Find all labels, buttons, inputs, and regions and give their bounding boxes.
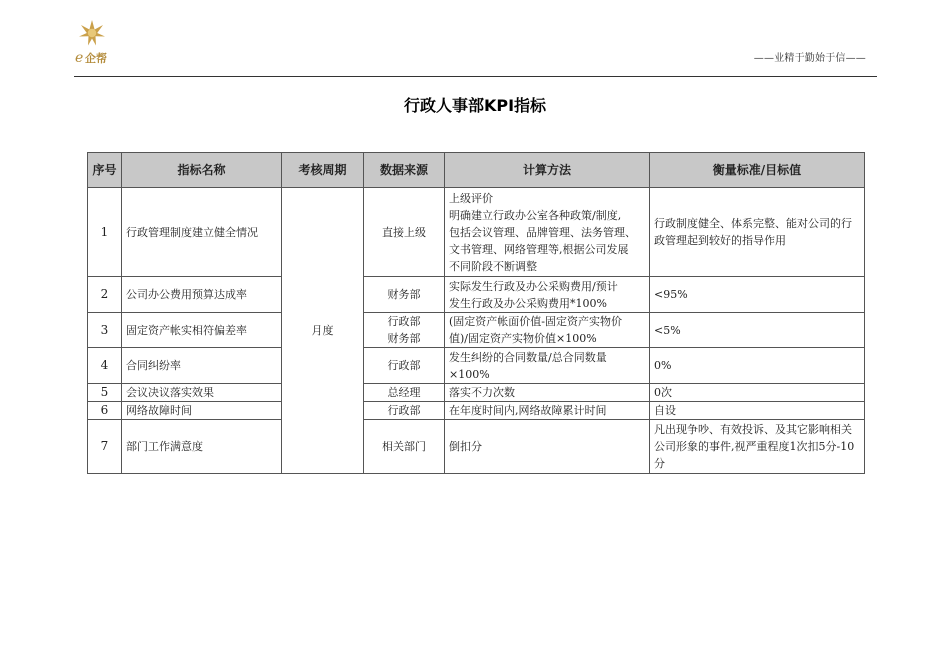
calc-line: 值)/固定资产实物价值×100% bbox=[449, 332, 597, 345]
data-source: 直接上级 bbox=[364, 188, 445, 277]
calc-line: 实际发生行政及办公采购费用/预计 bbox=[449, 279, 618, 293]
target-standard: 0次 bbox=[650, 384, 865, 402]
calc-method bbox=[445, 402, 650, 420]
table-row bbox=[88, 420, 865, 474]
header-name: 指标名称 bbox=[122, 153, 282, 188]
row-number: 2 bbox=[88, 277, 122, 313]
document-title: 行政人事部KPI指标 bbox=[403, 96, 547, 115]
period-cell: 月度 bbox=[282, 188, 364, 474]
header-divider bbox=[74, 76, 877, 77]
calc-method bbox=[445, 188, 650, 277]
row-number: 3 bbox=[88, 313, 122, 348]
kpi-name: 部门工作满意度 bbox=[122, 420, 282, 474]
kpi-name: 合同纠纷率 bbox=[122, 348, 282, 384]
svg-text:e: e bbox=[75, 50, 84, 66]
source-line: 行政部 bbox=[387, 315, 421, 328]
table-row bbox=[88, 188, 865, 277]
data-source: 总经理 bbox=[364, 384, 445, 402]
kpi-name: 网络故障时间 bbox=[122, 402, 282, 420]
company-motto: ——业精于勤始于信—— bbox=[753, 53, 866, 64]
target-standard: <95% bbox=[650, 277, 865, 313]
company-logo bbox=[74, 18, 124, 66]
data-source: 行政部 bbox=[364, 348, 445, 384]
kpi-name: 行政管理制度建立健全情况 bbox=[122, 188, 282, 277]
table-row bbox=[88, 348, 865, 384]
row-number: 7 bbox=[88, 420, 122, 474]
calc-method bbox=[445, 277, 650, 313]
calc-line: 发生行政及办公采购费用*100% bbox=[449, 296, 607, 310]
calc-line: (固定资产帐面价值-固定资产实物价 bbox=[449, 315, 623, 328]
calc-line: 倒扣分 bbox=[449, 440, 482, 453]
calc-method bbox=[445, 348, 650, 384]
table-row bbox=[88, 384, 865, 402]
target-standard: 0% bbox=[650, 348, 865, 384]
header-method: 计算方法 bbox=[445, 153, 650, 188]
calc-line: 明确建立行政办公室各种政策/制度, bbox=[449, 208, 622, 222]
data-source: 行政部 bbox=[364, 402, 445, 420]
row-number: 4 bbox=[88, 348, 122, 384]
calc-line: 落实不力次数 bbox=[449, 386, 515, 399]
calc-line: ×100% bbox=[449, 367, 490, 381]
data-source bbox=[364, 313, 445, 348]
row-number: 1 bbox=[88, 188, 122, 277]
calc-line: 文书管理、网络管理等,根据公司发展 bbox=[449, 242, 629, 256]
source-line: 财务部 bbox=[387, 332, 421, 345]
calc-line: 包括会议管理、品牌管理、法务管理、 bbox=[449, 225, 636, 239]
kpi-name: 会议决议落实效果 bbox=[122, 384, 282, 402]
calc-method bbox=[445, 313, 650, 348]
calc-method bbox=[445, 420, 650, 474]
calc-method bbox=[445, 384, 650, 402]
calc-line: 上级评价 bbox=[449, 191, 493, 205]
kpi-table bbox=[87, 152, 865, 474]
target-standard: 自设 bbox=[650, 402, 865, 420]
target-standard: <5% bbox=[650, 313, 865, 348]
header-source: 数据来源 bbox=[364, 153, 445, 188]
target-standard: 行政制度健全、体系完整、能对公司的行政管理起到较好的指导作用 bbox=[650, 188, 865, 277]
table-row bbox=[88, 277, 865, 313]
row-number: 5 bbox=[88, 384, 122, 402]
calc-line: 发生纠纷的合同数量/总合同数量 bbox=[449, 350, 607, 364]
header-standard: 衡量标准/目标值 bbox=[650, 153, 865, 188]
calc-line: 在年度时间内,网络故障累计时间 bbox=[449, 404, 607, 417]
target-standard: 凡出现争吵、有效投诉、及其它影响相关公司形象的事件,视严重程度1次扣5分-10分 bbox=[650, 420, 865, 474]
kpi-name: 公司办公费用预算达成率 bbox=[122, 277, 282, 313]
table-row bbox=[88, 313, 865, 348]
row-number: 6 bbox=[88, 402, 122, 420]
data-source: 相关部门 bbox=[364, 420, 445, 474]
header-period: 考核周期 bbox=[282, 153, 364, 188]
header-seq: 序号 bbox=[88, 153, 122, 188]
calc-line: 不同阶段不断调整 bbox=[449, 259, 537, 273]
table-row bbox=[88, 402, 865, 420]
kpi-name: 固定资产帐实相符偏差率 bbox=[122, 313, 282, 348]
svg-text:企帮: 企帮 bbox=[85, 52, 107, 65]
table-header-row bbox=[88, 153, 865, 188]
data-source: 财务部 bbox=[364, 277, 445, 313]
